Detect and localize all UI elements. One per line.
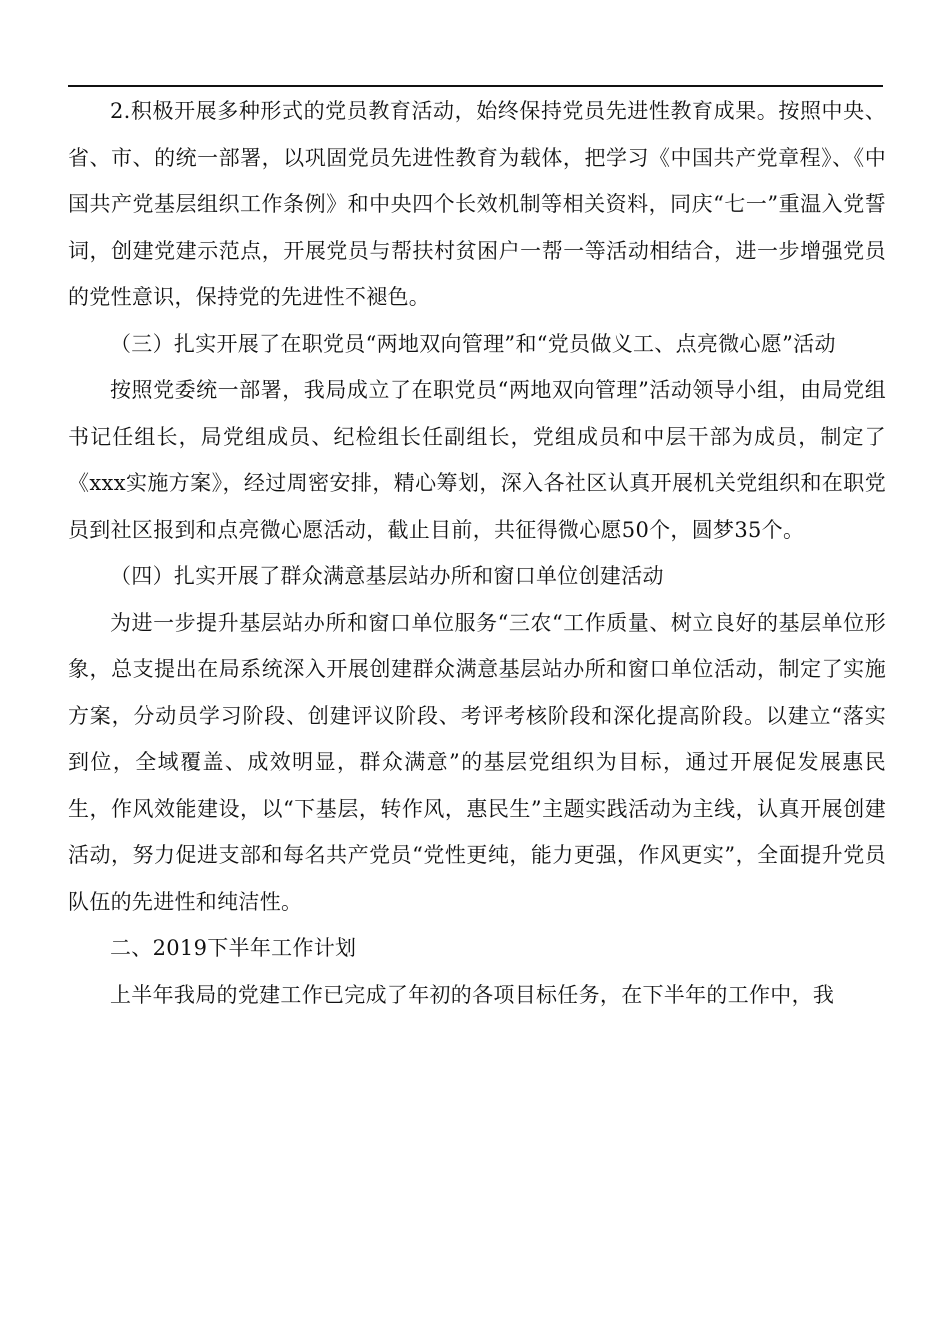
paragraph-work-plan-intro: 上半年我局的党建工作已完成了年初的各项目标任务，在下半年的工作中，我 <box>110 982 835 1007</box>
heading-section-four: （四）扎实开展了群众满意基层站办所和窗口单位创建活动 <box>110 564 664 588</box>
heading-section-three: （三）扎实开展了在职党员“两地双向管理”和“党员做义工、点亮微心愿”活动 <box>110 331 836 356</box>
paragraph-dual-management: 按照党委统一部署，我局成立了在职党员“两地双向管理”活动领导小组，由局党组书记任组长，局党组成员、纪检组长任副组长，党组成员和中层干部为成员，制定了《xxx实施方案》，经过周密安排，精心筹划，深入各社区认真开展机关党组织和在职党员到社区报到和点亮微心愿活动，截止目前，共征得微心愿50个，圆梦35个。 <box>68 378 886 542</box>
header-rule <box>68 85 883 87</box>
paragraph-party-education: 2.积极开展多种形式的党员教育活动，始终保持党员先进性教育成果。按照中央、省、市、的统一部署，以巩固党员先进性教育为载体，把学习《中国共产党章程》、《中国共产党基层组织工作条例》和中央四个长效机制等相关资料，同庆“七一”重温入党誓词，创建党建示范点，开展党员与帮扶村贫困户一帮一等活动相结合，进一步增强党员的党性意识，保持党的先进性不褪色。 <box>68 99 886 309</box>
heading-work-plan: 二、2019下半年工作计划 <box>110 936 357 960</box>
document-body <box>68 88 886 1018</box>
paragraph-window-units: 为进一步提升基层站办所和窗口单位服务“三农“工作质量、树立良好的基层单位形象，总支提出在局系统深入开展创建群众满意基层站办所和窗口单位活动，制定了实施方案，分动员学习阶段、创建评议阶段、考评考核阶段和深化提高阶段。以建立“落实到位，全域覆盖、成效明显，群众满意”的基层党组织为目标，通过开展促发展惠民生，作风效能建设，以“下基层，转作风，惠民生”主题实践活动为主线，认真开展创建活动，努力促进支部和每名共产党员“党性更纯，能力更强，作风更实”，全面提升党员队伍的先进性和纯洁性。 <box>68 610 886 914</box>
